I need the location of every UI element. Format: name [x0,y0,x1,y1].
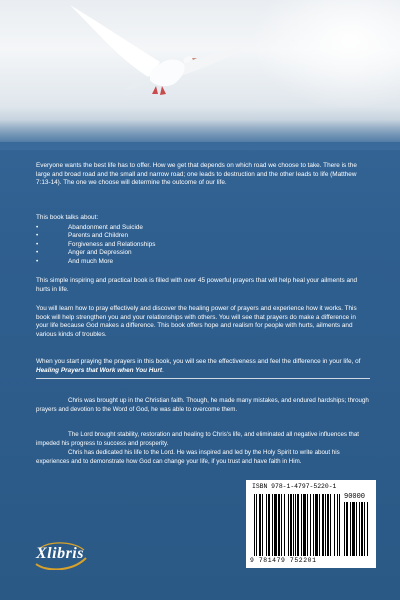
author-bio-paragraph: Chris has dedicated his life to the Lord. He was inspired and led by the Holy Spirit to write about his experiences and to demonstrate how God can change your life, if you trust and have faith in Him. [36,449,340,465]
bullet-icon: • [36,249,39,257]
publisher-logo [30,540,88,568]
topic-label: Abandonment and Suicide [68,224,143,231]
learn-paragraph [36,305,370,339]
addon-code: 90000 [344,493,366,501]
topics-list [36,224,370,266]
bullet-icon: • [36,240,39,248]
topic-label: Parents and Children [68,232,129,240]
topics-heading-text: This book talks about: [36,214,99,221]
section-divider [36,378,370,379]
topic-label: And much More [68,257,114,265]
closing-end: . [161,366,164,374]
author-bio-paragraph: The Lord brought stability, restoration and healing to Chris's life, and eliminated all negative influences that impeded his progress to success and prosperity. [36,431,360,447]
intro-paragraph [36,162,370,188]
dove-photo [0,0,400,142]
isbn-label: ISBN 978-1-4797-5220-1 [252,483,337,490]
list-item [36,249,370,257]
list-item [36,224,370,232]
prayers-text: This simple inspiring and practical book is filled with over 45 powerful prayers that will help heal your ailments and hurts in life. [36,277,358,293]
list-item [36,258,370,266]
bullet-icon: • [36,232,39,240]
learn-text: You will learn how to pray effectively and discover the healing power of prayers and experience how it works. This book will help strengthen you and your relationships with others. You will see that prayers do make a difference in your life because God makes a difference. This book offers hope and realism for people with hurts, ailments and various kinds of troubles. [36,305,357,338]
addon-barcode-image [344,502,370,556]
closing-lead: When you start praying the prayers in this book, you will see the effectiveness and feel the difference in your life, of [36,358,361,365]
publisher-name: Xlibris [36,545,84,562]
book-title: Healing Prayers that Work when You Hurt [36,366,162,374]
topic-label: Anger and Depression [68,249,132,257]
intro-text: Everyone wants the best life has to offer. How we get that depends on which road we choose to take. There is the large and broad road and the small and narrow road; one leads to destruction and the other leads to life (Matthew 7:13-14). The one we choose will determine the outcome of our life. [36,162,357,187]
barcode-panel [246,480,376,568]
closing-paragraph [36,358,370,375]
barcode-number: 9 781479 752201 [250,557,317,564]
barcode-image [254,494,340,556]
closing-text [36,358,370,375]
list-item [36,232,370,240]
sky-fade [0,120,400,150]
topic-label: Forgiveness and Relationships [68,240,156,248]
author-bio-paragraph: Chris was brought up in the Christian faith. Though, he made many mistakes, and endured hardships; through prayers and devotion to the Word of God, he was able to overcome them. [36,397,369,413]
bullet-icon: • [36,257,39,265]
bullet-icon: • [36,224,39,231]
topics-heading [36,214,370,223]
list-item [36,241,370,249]
prayers-paragraph [36,277,370,294]
